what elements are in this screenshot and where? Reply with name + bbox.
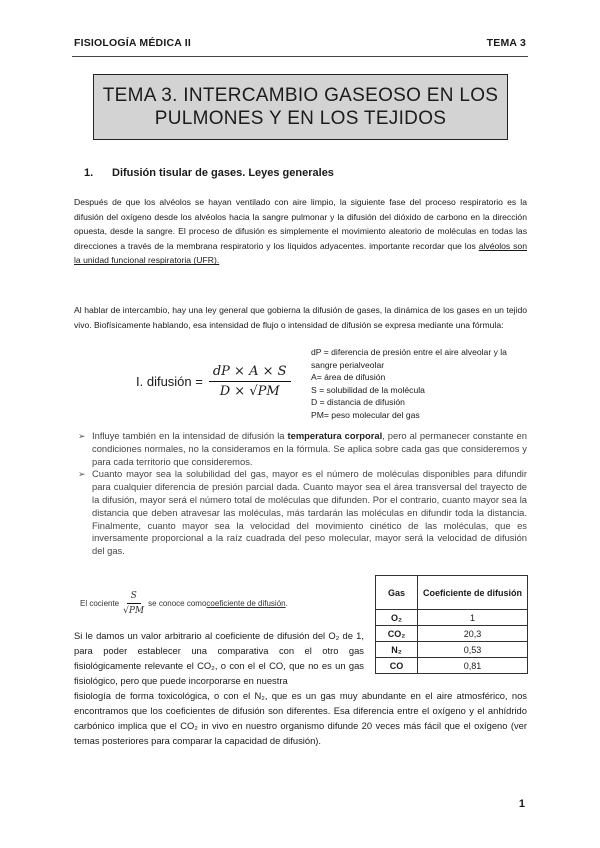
section-number: 1. — [84, 167, 94, 179]
table-row — [376, 626, 528, 642]
coef-fraction — [123, 591, 144, 616]
exchange-paragraph: Al hablar de intercambio, hay una ley general que gobierna la difusión de gases, la dinámica de los gases en un tejido vivo. Biofísicamente hablando, esa intensidad de flujo o intensidad de difusión se expresa mediante una fórmula: — [74, 305, 527, 330]
intro-text: Después de que los alvéolos se hayan ventilado con aire limpio, la siguiente fase del proceso respiratorio es la difusión del oxígeno desde los alvéolos hacia la sangre pulmonar y la difusión del dióxido de carbono en la dirección opuesta, desde la sangre. El proceso de difusión es simplemente el movimiento aleatorio de moléculas en todas las direcciones a través de la membrana respiratorio y los líquidos adyacentes. importante recordar que los — [74, 197, 527, 251]
coef-underlined: coeficiente de difusión — [206, 599, 286, 608]
coef-numerator: S — [127, 591, 141, 604]
page-title — [103, 84, 499, 130]
header-subject: FISIOLOGÍA MÉDICA II — [74, 37, 191, 49]
bullet-text: , pero al permanecer constante en condiciones normales, no la consideramos en la fórmula. Se aplica sobre cada gas que consideremos y para cada territorio que consideremos. — [92, 430, 527, 467]
table-row — [376, 658, 528, 674]
formula-numerator: dP × A × S — [209, 364, 291, 382]
coefficient-definition — [80, 591, 288, 616]
bullet-text: Influye también en la intensidad de difusión la — [92, 430, 288, 441]
title-box — [93, 74, 508, 140]
final-paragraph: fisiología de forma toxicológica, o con el N₂, que es un gas muy abundante en el aire atmosférico, nos encontramos que los coeficientes de difusión son diferentes. Esa diferencia entre el oxígeno y el anhídrido carbónico implica que el CO₂ in vivo en nuestro organismo difunde 20 veces más fácil que el oxígeno (ver temas posteriores para comparar la capacidad de difusión). — [74, 690, 527, 746]
diffusion-coefficient-table — [375, 575, 528, 674]
table-row — [376, 642, 528, 658]
title-line-1: TEMA 3. INTERCAMBIO GASEOSO EN LOS — [102, 85, 499, 106]
section-heading — [84, 167, 334, 179]
coef-post: . — [285, 599, 288, 608]
header-divider — [72, 56, 528, 57]
legend-item: PM= peso molecular del gas — [311, 409, 420, 420]
table-cell-value: 20,3 — [418, 626, 528, 642]
bullet-list — [80, 430, 527, 558]
bullet-solubility — [80, 468, 527, 558]
coef-denominator: √PM — [123, 606, 145, 616]
formula-legend — [311, 346, 531, 422]
table-cell-value: 1 — [418, 610, 528, 626]
bullet-bold: temperatura corporal — [287, 430, 383, 441]
coef-pre: El cociente — [80, 599, 120, 608]
formula-fraction — [209, 364, 291, 399]
formula-label: I. difusión = — [136, 374, 203, 389]
arbitrary-value-paragraph: Si le damos un valor arbitrario al coeficiente de difusión del O₂ de 1, para poder establecer una comparativa con el otro gas fisiológicamente relevante el CO₂, o con el el CO, que no es un gas fisiológico, pero que puede incorporarse en nuestra — [74, 630, 364, 686]
section-title: Difusión tisular de gases. Leyes generales — [112, 167, 334, 179]
legend-item: A= área de difusión — [311, 372, 386, 383]
legend-item: dP = diferencia de presión entre el aire alveolar y la sangre perialveolar — [311, 347, 507, 370]
table-row — [376, 610, 528, 626]
table-cell-gas: N₂ — [376, 642, 418, 658]
intro-paragraph — [74, 195, 527, 268]
table-cell-gas: CO — [376, 658, 418, 674]
formula-denominator: D × √PM — [219, 384, 280, 399]
table-cell-gas: CO₂ — [376, 626, 418, 642]
diffusion-formula — [136, 364, 291, 399]
arrow-bullet-icon: ➢ — [78, 469, 86, 480]
intro-underlined: alvéolos son la unidad funcional respiratoria (UFR). — [74, 240, 527, 266]
legend-item: S = solubilidad de la molécula — [311, 384, 425, 395]
arrow-bullet-icon: ➢ — [78, 431, 86, 441]
page-number: 1 — [518, 798, 525, 810]
table-cell-gas: O₂ — [376, 610, 418, 626]
legend-item: D = distancia de difusión — [311, 397, 405, 408]
table-cell-value: 0,53 — [418, 642, 528, 658]
coef-mid: se conoce como — [148, 599, 207, 608]
table-header-row — [376, 576, 528, 610]
bullet-text: Cuanto mayor sea la solubilidad del gas, mayor es el número de moléculas disponibles para difundir para cualquier diferencia de presión parcial dada. Cuanto mayor sea el área transversal del trayecto de la difusión, mayor será el número total de moléculas que difunden. Por el contrario, cuanto mayor sea la distancia que deben atravesar las moléculas, más tardarán las moléculas en difundir toda la distancia. Finalmente, cuanto mayor sea la velocidad del movimiento cinético de las moléculas, que es inversamente proporcional a la raíz cuadrada del peso molecular, mayor será la velocidad de difusión del gas. — [92, 468, 527, 557]
table-header-gas: Gas — [376, 576, 418, 610]
bullet-temperature — [80, 430, 527, 468]
table-header-coefficient: Coeficiente de difusión — [418, 576, 528, 610]
header-topic: TEMA 3 — [486, 37, 526, 49]
title-line-2: PULMONES Y EN LOS TEJIDOS — [154, 108, 447, 129]
table-cell-value: 0,81 — [418, 658, 528, 674]
